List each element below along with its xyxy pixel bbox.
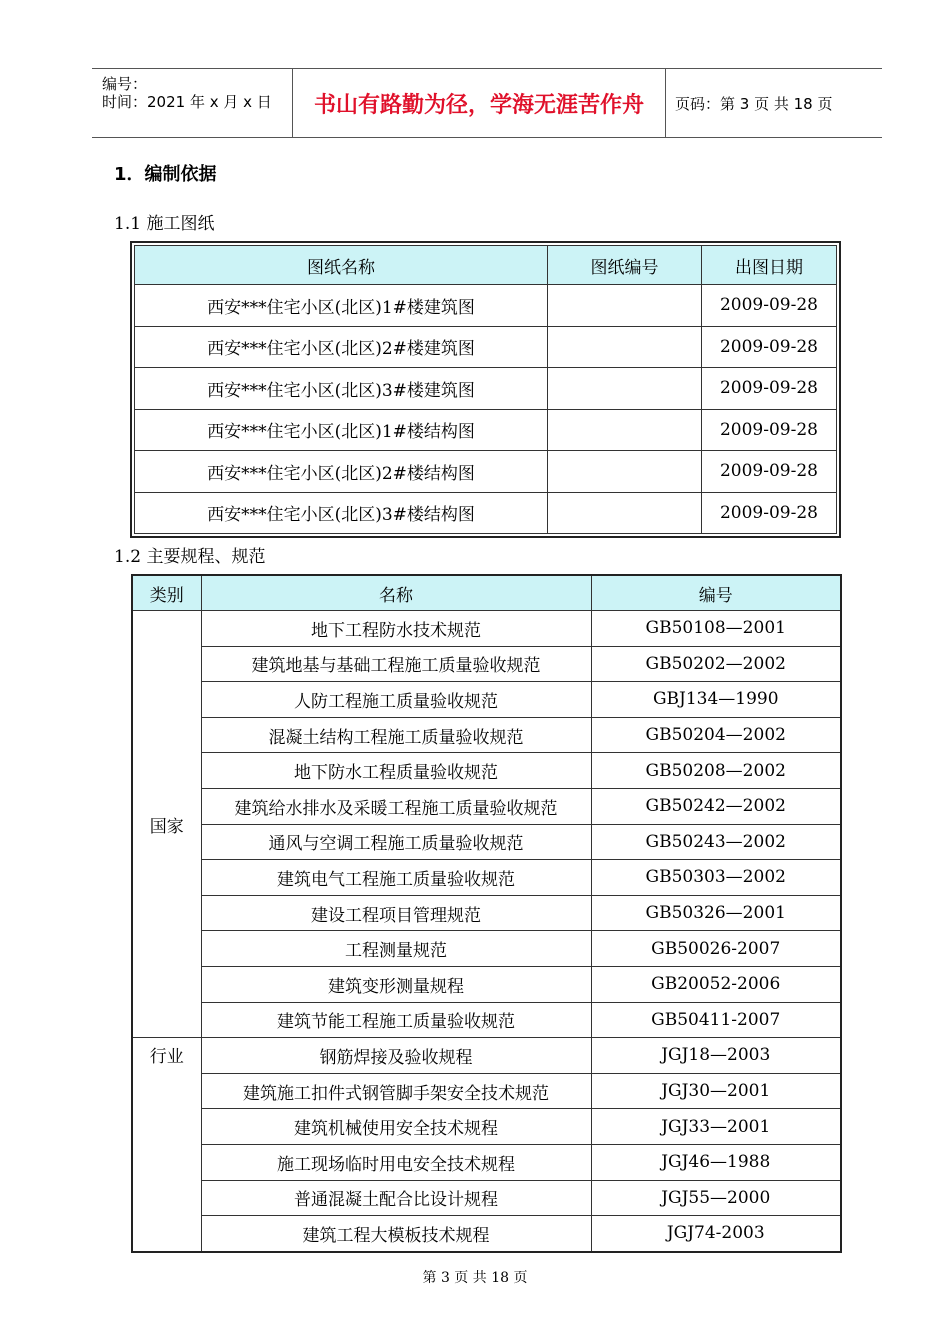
drawings-table-frame [130, 241, 841, 538]
standard-code-cell: JGJ33—2001 [591, 1109, 841, 1145]
standard-code-cell: GB50202—2002 [591, 646, 841, 682]
standard-title-cell: 建筑地基与基础工程施工质量验收规范 [201, 646, 591, 682]
table-header-row [135, 246, 837, 285]
standard-code-cell: GB50026-2007 [591, 931, 841, 967]
standard-title-cell: 建筑变形测量规程 [201, 966, 591, 1002]
standard-code-cell: GB50411-2007 [591, 1002, 841, 1038]
drawing-name-cell: 西安***住宅小区(北区)3#楼结构图 [135, 492, 548, 534]
page-header [92, 68, 882, 138]
standard-code-cell: GB50326—2001 [591, 895, 841, 931]
category-cell: 国家 [132, 611, 201, 1038]
table-row [132, 646, 841, 682]
standard-code-cell: JGJ55—2000 [591, 1180, 841, 1216]
subsection-title-standards: 1.2 主要规程、规范 [114, 547, 266, 567]
standard-title-cell: 通风与空调工程施工质量验收规范 [201, 824, 591, 860]
standard-code-cell: JGJ18—2003 [591, 1038, 841, 1074]
page-footer: 第 3 页 共 18 页 [422, 1270, 528, 1286]
col-header-number: 图纸编号 [548, 246, 702, 285]
standard-code-cell: GB50208—2002 [591, 753, 841, 789]
table-row [132, 1002, 841, 1038]
standard-title-cell: 钢筋焊接及验收规程 [201, 1038, 591, 1074]
table-row [132, 717, 841, 753]
standard-title-cell: 建筑电气工程施工质量验收规范 [201, 860, 591, 896]
subsection-title-drawings: 1.1 施工图纸 [114, 214, 215, 234]
standard-code-cell: GB50303—2002 [591, 860, 841, 896]
table-row [132, 1216, 841, 1252]
motto: 书山有路勤为径，学海无涯苦作舟 [313, 92, 644, 118]
standard-title-cell: 建筑给水排水及采暖工程施工质量验收规范 [201, 788, 591, 824]
drawing-name-cell: 西安***住宅小区(北区)2#楼建筑图 [135, 326, 548, 368]
col-header-code: 编号 [591, 575, 841, 611]
standard-title-cell: 地下工程防水技术规范 [201, 611, 591, 647]
standard-code-cell: GB50108—2001 [591, 611, 841, 647]
standard-title-cell: 普通混凝土配合比设计规程 [201, 1180, 591, 1216]
drawing-name-cell: 西安***住宅小区(北区)1#楼结构图 [135, 409, 548, 451]
header-page-cell [665, 69, 882, 137]
drawing-name-cell: 西安***住宅小区(北区)1#楼建筑图 [135, 285, 548, 327]
drawing-number-cell [548, 285, 702, 327]
table-row [132, 1180, 841, 1216]
drawing-number-cell [548, 451, 702, 493]
table-row [132, 1109, 841, 1145]
table-row [132, 788, 841, 824]
table-row [132, 682, 841, 718]
standards-table [131, 574, 842, 1253]
standard-title-cell: 混凝土结构工程施工质量验收规范 [201, 717, 591, 753]
standard-code-cell: GB20052-2006 [591, 966, 841, 1002]
table-row [132, 895, 841, 931]
standard-title-cell: 建设工程项目管理规范 [201, 895, 591, 931]
standard-code-cell: GB50243—2002 [591, 824, 841, 860]
table-row [135, 368, 837, 410]
table-row [135, 409, 837, 451]
col-header-category: 类别 [132, 575, 201, 611]
table-row [135, 492, 837, 534]
time-label: 时间：2021 年 x 月 x 日 [102, 93, 272, 111]
table-row [132, 931, 841, 967]
drawing-date-cell: 2009-09-28 [702, 409, 837, 451]
drawing-date-cell: 2009-09-28 [702, 368, 837, 410]
table-row [135, 285, 837, 327]
table-row [132, 1038, 841, 1074]
standard-title-cell: 人防工程施工质量验收规范 [201, 682, 591, 718]
standard-code-cell: JGJ30—2001 [591, 1073, 841, 1109]
drawing-number-cell [548, 409, 702, 451]
table-row [132, 966, 841, 1002]
table-row [132, 1144, 841, 1180]
table-row [132, 1073, 841, 1109]
col-header-date: 出图日期 [702, 246, 837, 285]
number-label: 编号： [102, 75, 148, 93]
standard-title-cell: 建筑施工扣件式钢管脚手架安全技术规范 [201, 1073, 591, 1109]
drawing-number-cell [548, 492, 702, 534]
drawings-table [134, 245, 837, 534]
col-header-title: 名称 [201, 575, 591, 611]
standard-title-cell: 建筑工程大模板技术规程 [201, 1216, 591, 1252]
header-motto-cell [292, 69, 666, 137]
category-cell: 行业 [132, 1038, 201, 1252]
section-title: 1．编制依据 [114, 164, 217, 185]
table-row [135, 326, 837, 368]
drawing-number-cell [548, 326, 702, 368]
drawing-date-cell: 2009-09-28 [702, 285, 837, 327]
table-row [132, 860, 841, 896]
standard-title-cell: 地下防水工程质量验收规范 [201, 753, 591, 789]
header-meta [92, 69, 292, 137]
drawing-date-cell: 2009-09-28 [702, 326, 837, 368]
standard-code-cell: JGJ46—1988 [591, 1144, 841, 1180]
standard-title-cell: 施工现场临时用电安全技术规程 [201, 1144, 591, 1180]
standard-title-cell: 建筑节能工程施工质量验收规范 [201, 1002, 591, 1038]
table-row [132, 611, 841, 647]
table-row [132, 753, 841, 789]
table-row [135, 451, 837, 493]
standard-title-cell: 建筑机械使用安全技术规程 [201, 1109, 591, 1145]
drawing-date-cell: 2009-09-28 [702, 492, 837, 534]
drawing-date-cell: 2009-09-28 [702, 451, 837, 493]
standard-title-cell: 工程测量规范 [201, 931, 591, 967]
table-header-row [132, 575, 841, 611]
standard-code-cell: GBJ134—1990 [591, 682, 841, 718]
table-row [132, 824, 841, 860]
drawing-name-cell: 西安***住宅小区(北区)2#楼结构图 [135, 451, 548, 493]
standard-code-cell: GB50242—2002 [591, 788, 841, 824]
col-header-name: 图纸名称 [135, 246, 548, 285]
drawing-number-cell [548, 368, 702, 410]
standard-code-cell: JGJ74-2003 [591, 1216, 841, 1252]
drawing-name-cell: 西安***住宅小区(北区)3#楼建筑图 [135, 368, 548, 410]
page-info: 页码：第 3 页 共 18 页 [675, 94, 833, 113]
standard-code-cell: GB50204—2002 [591, 717, 841, 753]
